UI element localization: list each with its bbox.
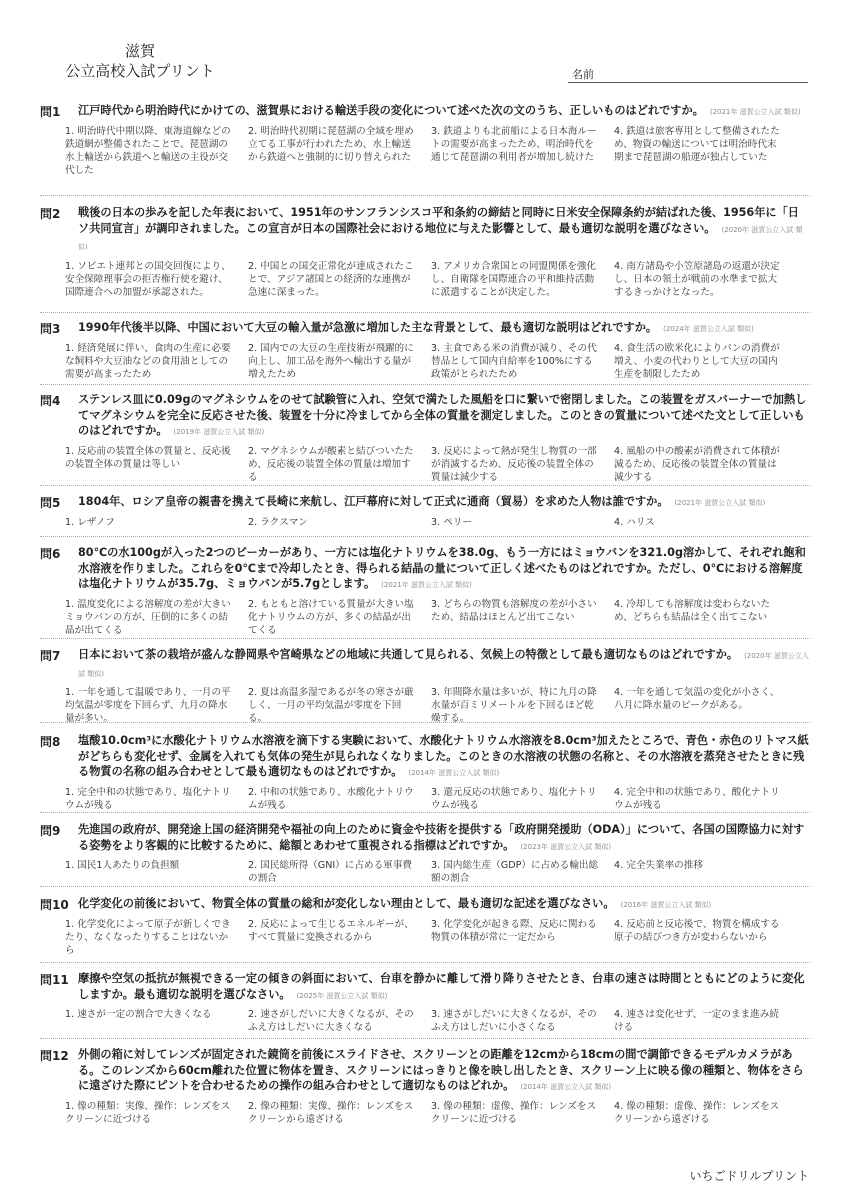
answer-option-4: 4. ハリス (614, 516, 655, 528)
question-source: (2016年 滋賀公立入試 類似) (620, 901, 712, 909)
answer-option-3: 3. 鉄道よりも北前船による日本海ルートの需要が高まったため、明治時代を通じて琵琶湖の利用者が増加し続けた (431, 125, 597, 163)
answer-option-2: 2. マグネシウムが酸素と結びついたため、反応後の装置全体の質量は増加する (248, 445, 414, 483)
question-source: (2014年 滋賀公立入試 類似) (408, 769, 500, 777)
answer-option-1: 1. 一年を通して温暖であり、一月の平均気温が零度を下回らず、九月の降水量が多い。 (65, 687, 231, 724)
answer-option-3: 3. どちらの物質も溶解度の差が小さいため、結晶はほとんど出てこない (431, 598, 597, 623)
name-field-line (568, 82, 808, 83)
answer-option-2: 2. 明治時代初期に琵琶湖の全域を埋め立てる工事が行われたため、水上輸送から鉄道へと強制的に切り替えられた (248, 125, 414, 163)
answer-option-4: 4. 完全中和の状態であり、酸化ナトリウムが残る (614, 786, 780, 811)
question-number: 問3 (40, 322, 61, 336)
question-text: 1804年、ロシア皇帝の親書を携えて長崎に来航し、江戸幕府に対して正式に通商（貿易）を求めた人物は誰ですか。 (78, 495, 669, 508)
question-text: 化学変化の前後において、物質全体の質量の総和が変化しない理由として、最も適切な記述を選びなさい。 (78, 897, 615, 910)
question-2 (40, 205, 810, 299)
question-text: 塩酸10.0cm³に水酸化ナトリウム水溶液を滴下する実験において、水酸化ナトリウム水溶液を8.0cm³加えたところで、青色・赤色のリトマス紙がどちらも変化せず、金属を入れても気体の発生が見られなくなりました。このときの水溶液の状態の名称と、その水溶液を蒸発させたときに残る物質の名称の組み合わせとして最も適切なものはどれですか。 (78, 734, 809, 778)
answer-option-1: 1. 像の種類：実像、操作：レンズをスクリーンに近づける (65, 1100, 231, 1125)
answer-option-3: 3. アメリカ合衆国との同盟関係を強化し、自衛隊を国際連合の平和維持活動に派遣することが決定した。 (431, 260, 597, 298)
question-4 (40, 392, 810, 484)
question-source: (2023年 滋賀公立入試 類似) (520, 842, 612, 851)
answer-options (65, 1100, 810, 1126)
answer-option-1: 1. 速さが一定の割合で大きくなる (65, 1009, 212, 1020)
answer-option-4: 4. 像の種類：虚像、操作：レンズをスクリーンから遠ざける (614, 1100, 780, 1125)
answer-option-2: 2. 国内での大豆の生産技術が飛躍的に向上し、加工品を海外へ輸出する量が増えたため (248, 342, 414, 380)
question-12 (40, 1047, 810, 1126)
question-text: 戦後の日本の歩みを記した年表において、1951年のサンフランシスコ平和条約の締結と同時に日米安全保障条約が結ばれた後、1956年に「日ソ共同宣言」が調印されました。この宣言が日本の国際社会における地位に与えた影響として、最も適切な説明を選びなさい。 (78, 206, 799, 235)
question-8 (40, 733, 810, 812)
answer-option-4: 4. 速さは変化せず、一定のまま進み続ける (614, 1009, 779, 1033)
question-stem (78, 545, 810, 594)
question-stem (78, 896, 810, 914)
answer-options (65, 342, 810, 381)
answer-option-3: 3. 国内総生産（GDP）に占める輸出総額の割合 (431, 860, 599, 884)
question-source: (2025年 滋賀公立入試 類似) (296, 991, 388, 1000)
answer-options (65, 516, 810, 529)
question-stem (78, 320, 810, 338)
question-number: 問12 (40, 1049, 69, 1063)
question-source: (2021年 滋賀公立入試 類似) (674, 499, 766, 507)
question-source: (2020年 滋賀公立入試 類似) (78, 225, 803, 251)
question-text: ステンレス皿に0.09gのマグネシウムをのせて試験管に入れ、空気で満たした風船を口に繋いで密閉しました。この装置をガスバーナーで加熱してマグネシウムを完全に反応させた後、装置を十分に冷ましてから全体の質量を測定しました。このときの質量について述べた文として正しいものはどれですか。 (78, 393, 807, 437)
question-stem (78, 494, 810, 512)
question-stem (78, 392, 810, 441)
answer-option-3: 3. 主食である米の消費が減り、その代替品として国内自給率を100%にする政策がとられたため (431, 342, 597, 380)
answer-option-4: 4. 鉄道は旅客専用として整備されたため、物資の輸送については明治時代末期まで琵琶湖の船運が独占していた (614, 125, 780, 163)
question-divider (40, 384, 810, 385)
answer-option-2: 2. ラクスマン (248, 516, 308, 528)
answer-option-2: 2. 反応によって生じるエネルギーが、すべて質量に変換されるから (248, 918, 414, 943)
question-stem (78, 1047, 810, 1096)
question-6 (40, 545, 810, 637)
answer-option-4: 4. 冷却しても溶解度は変わらないため、どちらも結晶は全く出てこない (614, 598, 771, 623)
question-stem (78, 205, 810, 256)
question-3 (40, 320, 810, 381)
question-source: (2024年 滋賀公立入試 類似) (663, 325, 754, 333)
answer-option-1: 1. 国民1人あたりの負担額 (65, 860, 180, 871)
question-text: 摩擦や空気の抵抗が無視できる一定の傾きの斜面において、台車を静かに離して滑り降りさせたとき、台車の速さは時間とともにどのように変化しますか。最も適切な説明を選びなさい。 (78, 972, 805, 1001)
question-divider (40, 312, 810, 313)
question-5 (40, 494, 810, 529)
answer-option-1: 1. 明治時代中期以降、東海道線などの鉄道網が整備されたことで、琵琶湖の水上輸送から鉄道へと輸送の主役が交代した (65, 125, 231, 176)
answer-option-2: 2. 国民総所得（GNI）に占める軍事費の割合 (248, 860, 412, 884)
answer-option-1: 1. 温度変化による溶解度の差が大きいミョウバンの方が、圧倒的に多くの結晶が出てくる (65, 598, 231, 636)
question-stem (78, 733, 810, 782)
question-number: 問9 (40, 824, 61, 838)
answer-options (65, 1008, 810, 1034)
question-source: (2014年 滋賀公立入試 類似) (520, 1083, 612, 1091)
answer-option-4: 4. 完全失業率の推移 (614, 860, 703, 871)
question-divider (40, 1038, 810, 1039)
answer-option-4: 4. 一年を通して気温の変化が小さく、八月に降水量のピークがある。 (614, 687, 780, 711)
answer-option-2: 2. 中国との国交正常化が達成されたことで、アジア諸国との経済的な連携が急速に深まった。 (248, 260, 414, 298)
question-stem (78, 103, 810, 121)
answer-option-1: 1. 完全中和の状態であり、塩化ナトリウムが残る (65, 786, 231, 811)
header-title-region: 滋賀 (124, 42, 155, 60)
answer-option-1: 1. ソビエト連邦との国交回復により、安全保障理事会の拒否権行使を避け、国際連合への加盟が承認された。 (65, 260, 231, 298)
answer-option-3: 3. 像の種類：虚像、操作：レンズをスクリーンに近づける (431, 1100, 597, 1125)
question-source: (2021年 滋賀公立入試 類似) (381, 581, 472, 589)
question-divider (40, 722, 810, 723)
question-text: 80℃の水100gが入った2つのビーカーがあり、一方には塩化ナトリウムを38.0g、もう一方にはミョウバンを321.0g溶かして、それぞれ飽和水溶液を作りました。これらを0℃まで冷却したとき、得られる結晶の量について正しく述べたものはどれですか。ただし、0℃における溶解度は塩化ナトリウムが35.7g、ミョウバンが5.7gとします。 (78, 546, 806, 590)
question-stem (78, 971, 810, 1004)
answer-option-3: 3. 年間降水量は多いが、特に九月の降水量が百ミリメートルを下回るほど乾燥する。 (431, 687, 597, 724)
question-number: 問8 (40, 735, 61, 749)
question-7 (40, 647, 810, 725)
question-number: 問2 (40, 207, 61, 221)
question-stem (78, 647, 810, 682)
answer-options (65, 918, 810, 957)
answer-option-2: 2. もともと溶けている質量が大きい塩化ナトリウムの方が、多くの結晶が出てくる (248, 598, 414, 636)
answer-option-3: 3. 化学変化が起きる際、反応に関わる物質の体積が常に一定だから (431, 918, 597, 943)
answer-options (65, 260, 810, 299)
question-divider (40, 485, 810, 486)
question-source: (2021年 滋賀公立入試 類似) (709, 108, 801, 116)
question-number: 問6 (40, 547, 61, 561)
answer-option-2: 2. 夏は高温多湿であるが冬の寒さが厳しく、一月の平均気温が零度を下回る。 (248, 687, 414, 724)
question-divider (40, 536, 810, 537)
answer-option-4: 4. 反応前と反応後で、物質を構成する原子の結びつき方が変わらないから (614, 918, 780, 943)
question-number: 問4 (40, 394, 61, 408)
name-label: 名前 (572, 68, 594, 81)
answer-options (65, 786, 810, 812)
answer-option-1: 1. 反応前の装置全体の質量と、反応後の装置全体の質量は等しい (65, 445, 231, 470)
answer-options (65, 445, 810, 484)
question-10 (40, 896, 810, 957)
header-title-main: 公立高校入試プリント (65, 62, 215, 80)
answer-option-1: 1. レザノフ (65, 516, 115, 528)
question-text: 1990年代後半以降、中国において大豆の輸入量が急激に増加した主な背景として、最も適切な説明はどれですか。 (78, 321, 658, 334)
answer-option-2: 2. 像の種類：実像、操作：レンズをスクリーンから遠ざける (248, 1100, 414, 1125)
answer-option-3: 3. 速さがしだいに大きくなるが、そのふえ方はしだいに小さくなる (431, 1009, 597, 1033)
answer-option-4: 4. 食生活の欧米化によりパンの消費が増え、小麦の代わりとして大豆の国内生産を制限したため (614, 342, 780, 380)
question-divider (40, 638, 810, 639)
answer-option-1: 1. 経済発展に伴い、食肉の生産に必要な飼料や大豆油などの食用油としての需要が高まったため (65, 342, 231, 380)
question-text: 日本において茶の栽培が盛んな静岡県や宮崎県などの地域に共通して見られる、気候上の特徴として最も適切なものはどれですか。 (78, 648, 739, 661)
question-divider (40, 886, 810, 887)
question-source: (2020年 滋賀公立入試 類似) (78, 652, 809, 678)
question-divider (40, 962, 810, 963)
answer-option-4: 4. 風船の中の酸素が消費されて体積が減るため、反応後の装置全体の質量は減少する (614, 445, 780, 483)
answer-options (65, 125, 810, 177)
question-number: 問1 (40, 105, 61, 119)
answer-option-3: 3. 還元反応の状態であり、塩化ナトリウムが残る (431, 786, 597, 811)
answer-option-2: 2. 速さがしだいに大きくなるが、そのふえ方はしだいに大きくなる (248, 1009, 414, 1033)
answer-options (65, 859, 810, 885)
question-divider (40, 812, 810, 813)
question-number: 問11 (40, 973, 69, 987)
answer-option-2: 2. 中和の状態であり、水酸化ナトリウムが残る (248, 786, 414, 811)
answer-option-3: 3. ペリー (431, 516, 472, 528)
question-text: 江戸時代から明治時代にかけての、滋賀県における輸送手段の変化について述べた次の文のうち、正しいものはどれですか。 (78, 104, 704, 117)
question-text: 先進国の政府が、開発途上国の経済開発や福祉の向上のために資金や技術を提供する「政府開発援助（ODA）」について、各国の国際協力に対する姿勢をより客観的に比較するために、総額とあわせて重視される指標はどれですか。 (78, 823, 805, 852)
answer-option-3: 3. 反応によって熱が発生し物質の一部が消滅するため、反応後の装置全体の質量は減少する (431, 445, 597, 483)
question-11 (40, 971, 810, 1034)
answer-options (65, 686, 810, 725)
question-number: 問10 (40, 898, 69, 912)
question-1 (40, 103, 810, 177)
answer-option-1: 1. 化学変化によって原子が新しくできたり、なくなったりすることはないから (65, 918, 231, 956)
question-source: (2019年 滋賀公立入試 類似) (173, 428, 265, 436)
question-number: 問5 (40, 496, 61, 510)
question-stem (78, 822, 810, 855)
question-text: 外側の箱に対してレンズが固定された鏡筒を前後にスライドさせ、スクリーンとの距離を12cmから18cmの間で調節できるモデルカメラがある。このレンズから60cm離れた位置に物体を置き、スクリーンにはっきりと像を映し出したとき、スクリーン上に映る像の種類と、物体をさらに遠ざけた際にピントを合わせるための操作の組み合わせとして適切なものはどれか。 (78, 1048, 804, 1092)
footer-brand: いちごドリルプリント (689, 1169, 809, 1183)
question-9 (40, 822, 810, 885)
question-number: 問7 (40, 649, 61, 663)
answer-option-4: 4. 南方諸島や小笠原諸島の返還が決定し、日本の領土が戦前の水準まで拡大するきっかけとなった。 (614, 260, 780, 298)
question-divider (40, 195, 810, 196)
answer-options (65, 598, 810, 637)
